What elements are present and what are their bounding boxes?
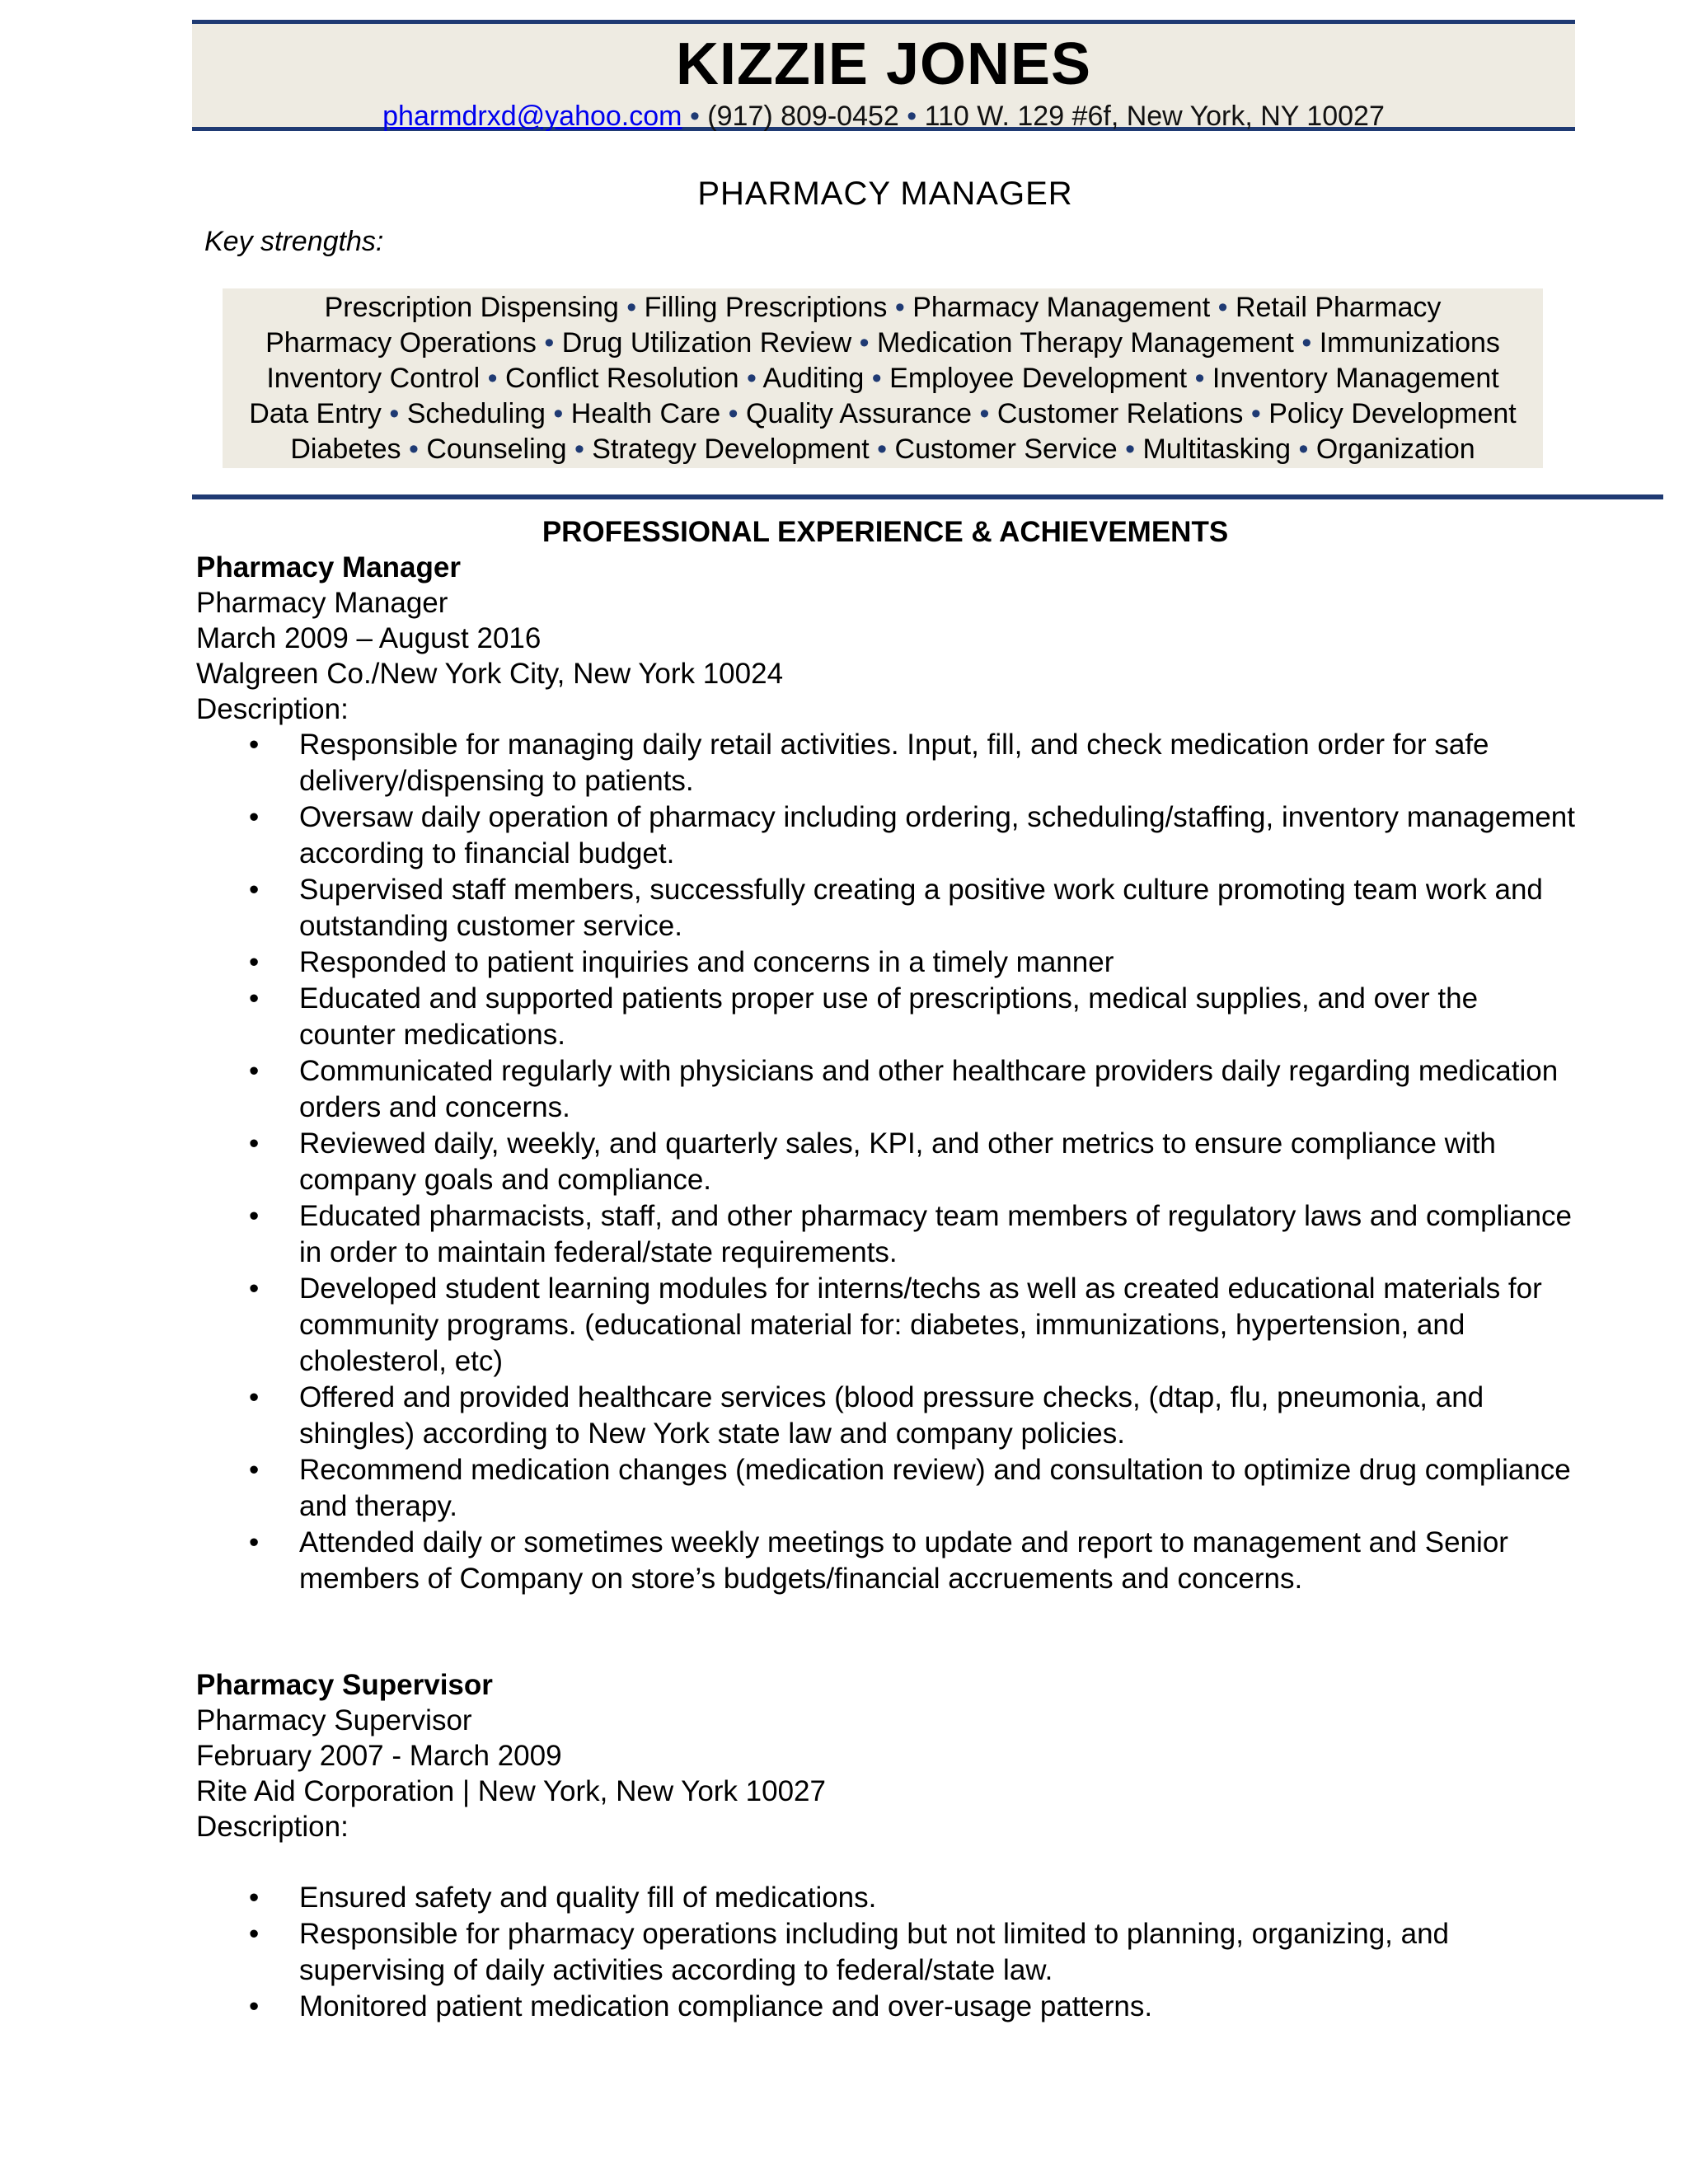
bullet-item: • Monitored patient medication compliance and over-usage patterns. <box>196 1989 1581 2025</box>
skill-item: Medication Therapy Management <box>877 327 1294 359</box>
skills-line <box>223 326 1543 361</box>
contact-line <box>192 100 1575 133</box>
section-divider <box>192 494 1663 499</box>
skill-item: Inventory Management <box>1212 363 1499 394</box>
skill-item: Health Care <box>570 398 721 429</box>
skill-item: Conflict Resolution <box>505 363 739 394</box>
separator-dot: • <box>907 101 917 132</box>
skill-item: Pharmacy Management <box>912 292 1211 323</box>
bullet-item: • Developed student learning modules for interns/techs as well as created educational materials for community programs. (educational material for: diabetes, immunizations, hypertension, and cholesterol, etc) <box>196 1271 1581 1380</box>
bullet-item: • Oversaw daily operation of pharmacy including ordering, scheduling/staffing, inventory management according to financial budget. <box>196 799 1581 872</box>
separator-dot: • <box>746 363 757 394</box>
job-entry <box>196 1667 1597 2025</box>
job-dates: February 2007 - March 2009 <box>196 1740 562 1772</box>
separator-dot: • <box>871 363 882 394</box>
bullet-item: • Educated and supported patients proper use of prescriptions, medical supplies, and over the counter medications. <box>196 981 1581 1053</box>
skill-item: Data Entry <box>249 398 382 429</box>
separator-dot: • <box>1298 434 1309 465</box>
separator-dot: • <box>553 398 564 429</box>
separator-dot: • <box>894 292 905 323</box>
job-heading: Pharmacy Manager <box>196 551 461 583</box>
skill-item: Inventory Control <box>266 363 481 394</box>
skill-item: Quality Assurance <box>746 398 973 429</box>
bullet-item: • Supervised staff members, successfully creating a positive work culture promoting team work and outstanding customer service. <box>196 872 1581 944</box>
job-entry <box>196 550 1597 1597</box>
separator-dot: • <box>1217 292 1228 323</box>
job-title: Pharmacy Supervisor <box>196 1704 472 1736</box>
separator-dot: • <box>1194 363 1205 394</box>
skill-item: Counseling <box>426 434 567 465</box>
bullet-item: • Offered and provided healthcare services (blood pressure checks, (dtap, flu, pneumonia, and shingles) according to New York state law and company policies. <box>196 1380 1581 1452</box>
email-link[interactable]: pharmdrxd@yahoo.com <box>382 101 682 132</box>
separator-dot: • <box>728 398 738 429</box>
job-title: Pharmacy Manager <box>196 587 448 619</box>
separator-dot: • <box>689 101 700 132</box>
separator-dot: • <box>877 434 888 465</box>
separator-dot: • <box>1125 434 1136 465</box>
skill-item: Immunizations <box>1319 327 1500 359</box>
skill-item: Diabetes <box>290 434 401 465</box>
job-employer: Rite Aid Corporation | New York, New York 10027 <box>196 1775 826 1807</box>
separator-dot: • <box>626 292 637 323</box>
separator-dot: • <box>409 434 419 465</box>
skill-item: Pharmacy Operations <box>265 327 537 359</box>
bullet-item: • Responsible for pharmacy operations including but not limited to planning, organizing, and supervising of daily activities according to federal/state law. <box>196 1916 1581 1989</box>
phone-number: (917) 809-0452 <box>707 101 899 132</box>
skill-item: Prescription Dispensing <box>324 292 619 323</box>
address: 110 W. 129 #6f, New York, NY 10027 <box>924 101 1385 132</box>
skill-item: Retail Pharmacy <box>1235 292 1442 323</box>
resume-header <box>192 20 1575 131</box>
bullet-item: • Responded to patient inquiries and concerns in a timely manner <box>196 944 1581 981</box>
skill-item: Scheduling <box>406 398 546 429</box>
bullet-item: • Attended daily or sometimes weekly meetings to update and report to management and Senior members of Company on store’s budgets/financial accruements and concerns. <box>196 1525 1581 1597</box>
skill-item: Drug Utilization Review <box>561 327 852 359</box>
job-bullets <box>196 1880 1581 2025</box>
skill-item: Filling Prescriptions <box>644 292 888 323</box>
skill-item: Customer Service <box>894 434 1118 465</box>
skills-line <box>223 290 1543 326</box>
candidate-name: KIZZIE JONES <box>675 31 1092 97</box>
bullet-item: • Ensured safety and quality fill of medications. <box>196 1880 1581 1916</box>
description-label: Description: <box>196 1811 349 1843</box>
separator-dot: • <box>487 363 498 394</box>
skill-item: Policy Development <box>1268 398 1517 429</box>
bullet-item: • Recommend medication changes (medication review) and consultation to optimize drug compliance and therapy. <box>196 1452 1581 1525</box>
separator-dot: • <box>859 327 870 359</box>
separator-dot: • <box>574 434 584 465</box>
bullet-item: • Communicated regularly with physicians and other healthcare providers daily regarding medication orders and concerns. <box>196 1053 1581 1126</box>
job-dates: March 2009 – August 2016 <box>196 622 542 654</box>
separator-dot: • <box>1250 398 1261 429</box>
bullet-item: • Responsible for managing daily retail activities. Input, fill, and check medication order for safe delivery/dispensing to patients. <box>196 727 1581 799</box>
separator-dot: • <box>979 398 990 429</box>
bullet-item: • Reviewed daily, weekly, and quarterly sales, KPI, and other metrics to ensure compliance with company goals and compliance. <box>196 1126 1581 1198</box>
separator-dot: • <box>1301 327 1312 359</box>
skills-line <box>223 432 1543 467</box>
separator-dot: • <box>544 327 555 359</box>
skill-item: Customer Relations <box>996 398 1244 429</box>
skills-line <box>223 396 1543 432</box>
separator-dot: • <box>389 398 400 429</box>
key-strengths-label: Key strengths: <box>204 226 384 257</box>
skills-line <box>223 361 1543 396</box>
skill-item: Employee Development <box>889 363 1188 394</box>
job-bullets <box>196 727 1581 1597</box>
skill-item: Auditing <box>762 363 865 394</box>
section-heading: PROFESSIONAL EXPERIENCE & ACHIEVEMENTS <box>542 516 1229 548</box>
skills-box <box>223 288 1543 468</box>
skill-item: Strategy Development <box>592 434 870 465</box>
bullet-item: • Educated pharmacists, staff, and other pharmacy team members of regulatory laws and compliance in order to maintain federal/state requirements. <box>196 1198 1581 1271</box>
job-heading: Pharmacy Supervisor <box>196 1669 493 1701</box>
skill-item: Organization <box>1315 434 1475 465</box>
skill-item: Multitasking <box>1142 434 1292 465</box>
job-employer: Walgreen Co./New York City, New York 10024 <box>196 658 784 690</box>
description-label: Description: <box>196 693 349 725</box>
target-title: PHARMACY MANAGER <box>697 176 1073 212</box>
